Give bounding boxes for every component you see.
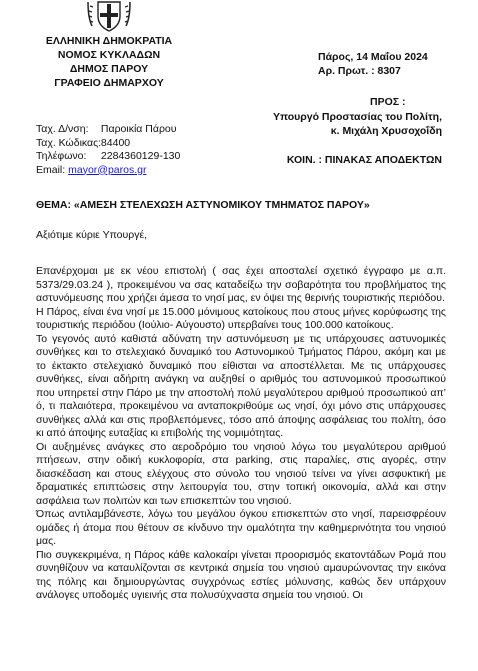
email-row xyxy=(36,164,180,178)
address-row xyxy=(36,123,180,137)
zip-value: 84400 xyxy=(100,136,131,149)
letterhead-line: ΔΗΜΟΣ ΠΑΡΟΥ xyxy=(69,63,149,75)
zip-row xyxy=(36,137,180,151)
letterhead-line: ΓΡΑΦΕΙΟ ΔΗΜΑΡΧΟΥ xyxy=(54,77,164,89)
recipient-line: κ. Μιχάλη Χρυσοχοΐδη xyxy=(330,125,442,137)
recipient-block xyxy=(273,110,442,138)
place-date: Πάρος, 14 Μαΐου 2024 xyxy=(318,51,428,63)
body-paragraph: Επανέρχομαι με εκ νέου επιστολή ( σας έχει αποσταλεί σχετικό έγγραφο με α.π. 5373/29.03.24 ), προκειμένου να σας καταδείξω την σοβαρότητα του προβλήματος της αστυνόμευσης που χρήζει άμεσα το νησί μας, εν όψει της θερινής τουριστικής περιόδου. xyxy=(36,265,446,304)
address-label: Ταχ. Δ/νση: xyxy=(36,123,89,135)
phone-label: Τηλέφωνο: xyxy=(36,150,87,162)
to-label: ΠΡΟΣ : xyxy=(370,96,406,108)
body-paragraph: Όπως αντιλαμβάνεστε, λόγω του μεγάλου όγκου επισκεπτών στο νησί, παρεισφρέουν ομάδες ή άτομα που θέτουν σε κίνδυνο την ομαλότητα την καθημερινότητα του νησιού μας. xyxy=(36,508,446,547)
cc-line: ΚΟΙΝ. : ΠΙΝΑΚΑΣ ΑΠΟΔΕΚΤΩΝ xyxy=(286,154,442,166)
body-paragraph: Οι αυξημένες ανάγκες στο αεροδρόμιο του νησιού λόγω του μεγαλύτερου αριθμού πτήσεων, στην οδική κυκλοφορία, στα parking, στις παραλίες, στις αγορές, στην διασκέδαση και στους ελέγχους στο σύνολο του νησιού τείνει να γίνει ασφυκτική με δραματικές επιπτώσεις στην λειτουργία του, στην τοπική οικονομία, αλλά και στην ασφάλεια των πολιτών και των επισκεπτών του νησιού. xyxy=(36,440,446,507)
email-link[interactable]: mayor@paros.gr xyxy=(68,163,147,176)
recipient-line: Υπουργό Προστασίας του Πολίτη, xyxy=(272,111,442,123)
email-label: Email: xyxy=(36,163,66,176)
contact-block xyxy=(36,123,180,177)
protocol-number: Αρ. Πρωτ. : 8307 xyxy=(318,65,401,77)
subject-line: ΘΕΜΑ: «ΑΜΕΣΗ ΣΤΕΛΕΧΩΣΗ ΑΣΤΥΝΟΜΙΚΟΥ ΤΜΗΜΑΤΟΣ ΠΑΡΟΥ» xyxy=(36,199,370,211)
letter-body xyxy=(36,265,446,603)
zip-label: Ταχ. Κώδικας: xyxy=(36,136,102,149)
phone-value: 2284360129-130 xyxy=(100,150,181,162)
letterhead-line: ΕΛΛΗΝΙΚΗ ΔΗΜΟΚΡΑΤΙΑ xyxy=(45,35,173,47)
greek-emblem-icon xyxy=(84,0,134,34)
letterhead xyxy=(24,34,194,90)
body-paragraph: Το γεγονός αυτό καθιστά αδύνατη την αστυνόμευση με τις υπάρχουσες αστυνομικές συνθήκες και το στελεχιακό δυναμικό του Αστυνομικού Τμήματος Πάρου, ακόμη και με το έκτακτο στελεχιακό δυναμικό που είθισται να αποστέλλεται. Με τις υπάρχουσες συνθήκες, είναι αδήριτη ανάγκη να αυξηθεί ο αριθμός του αστυνομικού προσωπικού που υπηρετεί στην Πάρο με την αποστολή πολύ μεγαλύτερου αριθμού προσωπικού απ’ ό, τι παλαιότερα, προκειμένου να ανταποκριθούμε ως νησί, όχι μόνο στις υπάρχουσες συνθήκες αλλά και στις προβλεπόμενες, τόσο από άποψης ασφάλειας του πολίτη, όσο κι από άποψης ευταξίας κι επιβολής της νομιμότητας. xyxy=(36,332,446,439)
date-protocol-block xyxy=(318,50,428,78)
phone-row xyxy=(36,150,180,164)
body-paragraph: Η Πάρος, είναι ένα νησί με 15.000 μόνιμους κατοίκους που στους μήνες κορύφωσης της τουριστικής περιόδου (Ιούλιο- Αύγουστο) υπερβαίνει τους 100.000 κατοίκους. xyxy=(36,305,446,331)
body-paragraph: Πιο συγκεκριμένα, η Πάρος κάθε καλοκαίρι γίνεται προορισμός εκατοντάδων Ρομά που συνηθίζουν να καταυλίζονται σε κεντρικά σημεία του νησιού αμαυρώνοντας την εικόνα της πόλης και δημιουργώντας συγχρόνως εστίες μόλυνσης, καθώς δεν υπάρχουν ανάλογες υποδομές υγιεινής στα πολυσύχναστα σημεία του νησιού. Οι xyxy=(36,548,446,601)
salutation: Αξιότιμε κύριε Υπουργέ, xyxy=(36,229,148,241)
address-value: Παροικία Πάρου xyxy=(100,123,177,135)
letterhead-line: ΝΟΜΟΣ ΚΥΚΛΑΔΩΝ xyxy=(57,49,161,61)
